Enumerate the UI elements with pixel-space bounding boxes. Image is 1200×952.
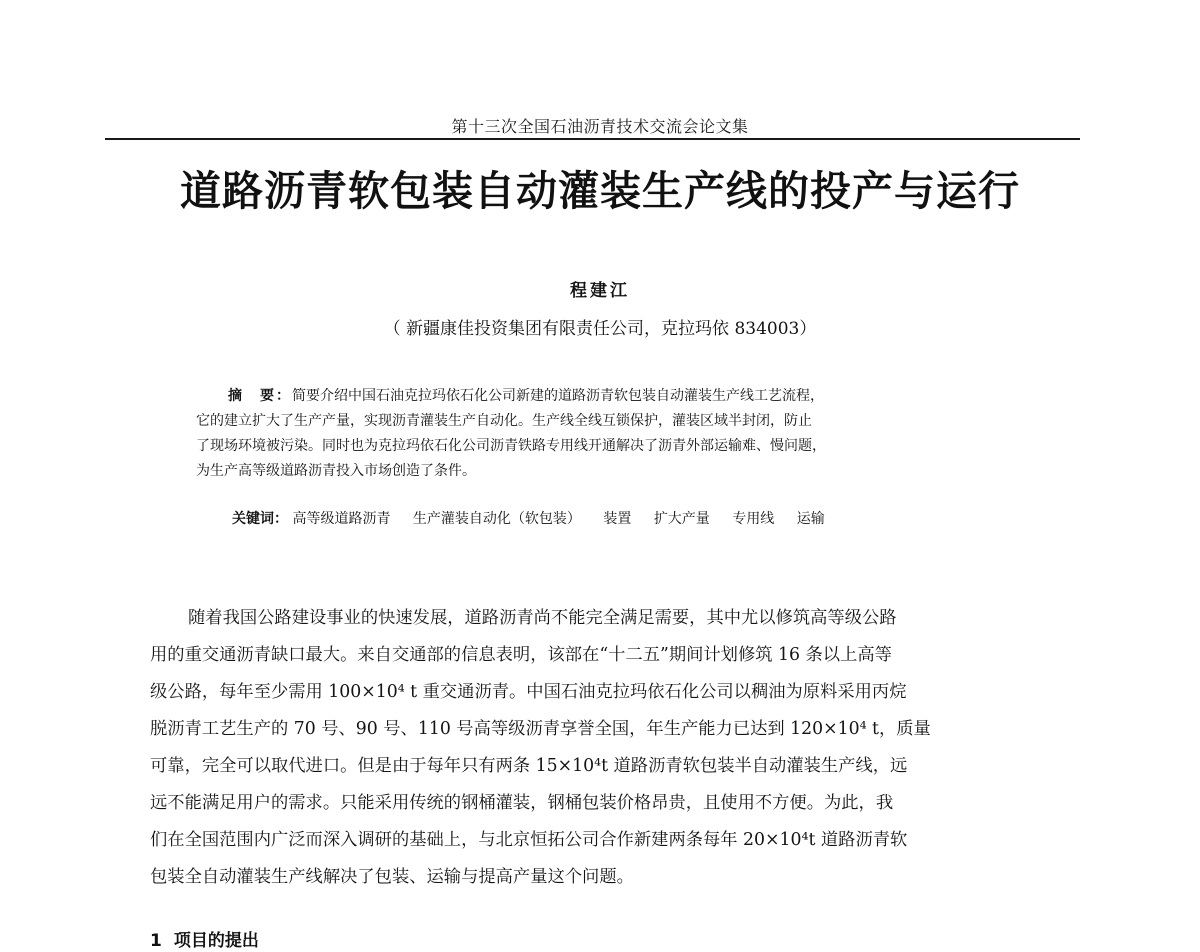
abstract [196, 384, 1006, 484]
keyword: 运输 [796, 511, 825, 527]
author-name: 程建江 [570, 281, 630, 301]
body-paragraph [150, 600, 1080, 896]
abstract-line: 它的建立扩大了生产产量，实现沥青灌装生产自动化。生产线全线互锁保护，灌装区域半封闭，防止 [196, 413, 812, 429]
paper-title: 道路沥青软包装自动灌装生产线的投产与运行 [180, 167, 1020, 215]
body-line: 随着我国公路建设事业的快速发展，道路沥青尚不能完全满足需要，其中尤以修筑高等级公路 [188, 608, 897, 628]
keyword: 扩大产量 [653, 511, 710, 527]
keyword: 高等级道路沥青 [292, 511, 391, 527]
running-header: 第十三次全国石油沥青技术交流会论文集 [451, 117, 749, 136]
keyword: 专用线 [732, 511, 775, 527]
body-line: 远不能满足用户的需求。只能采用传统的钢桶灌装，钢桶包装价格昂贵，且使用不方便。为此，我 [150, 793, 894, 813]
section-number: 1 [150, 931, 162, 951]
keyword: 生产灌装自动化（软包装） [412, 511, 581, 527]
abstract-line [196, 384, 1006, 409]
abstract-line: 为生产高等级道路沥青投入市场创造了条件。 [196, 463, 476, 479]
body-line: 包装全自动灌装生产线解决了包装、运输与提高产量这个问题。 [150, 867, 634, 887]
body-line: 脱沥青工艺生产的 70 号、90 号、110 号高等级沥青享誉全国，年生产能力已达到 120×10⁴ t，质量 [150, 719, 931, 739]
body-line: 用的重交通沥青缺口最大。来自交通部的信息表明，该部在“十二五”期间计划修筑 16 条以上高等 [150, 645, 892, 665]
header-rule [105, 138, 1080, 140]
abstract-line: 了现场环境被污染。同时也为克拉玛依石化公司沥青铁路专用线开通解决了沥青外部运输难、慢问题， [196, 438, 826, 454]
body-line: 级公路，每年至少需用 100×10⁴ t 重交通沥青。中国石油克拉玛依石化公司以稠油为原料采用丙烷 [150, 682, 907, 702]
abstract-label: 摘 要： [228, 388, 292, 404]
section-title: 项目的提出 [173, 931, 259, 951]
abstract-text: 简要介绍中国石油克拉玛依石化公司新建的道路沥青软包装自动灌装生产线工艺流程， [292, 388, 824, 404]
keywords-label: 关键词： [232, 511, 288, 527]
body-line: 可靠，完全可以取代进口。但是由于每年只有两条 15×10⁴t 道路沥青软包装半自动灌装生产线，远 [150, 756, 908, 776]
section-heading [150, 926, 259, 951]
author-affiliation: （ 新疆康佳投资集团有限责任公司，克拉玛依 834003） [383, 319, 817, 339]
keywords [232, 508, 1032, 528]
body-line: 们在全国范围内广泛而深入调研的基础上，与北京恒拓公司合作新建两条每年 20×10⁴t 道路沥青软 [150, 830, 908, 850]
keyword: 装置 [603, 511, 632, 527]
